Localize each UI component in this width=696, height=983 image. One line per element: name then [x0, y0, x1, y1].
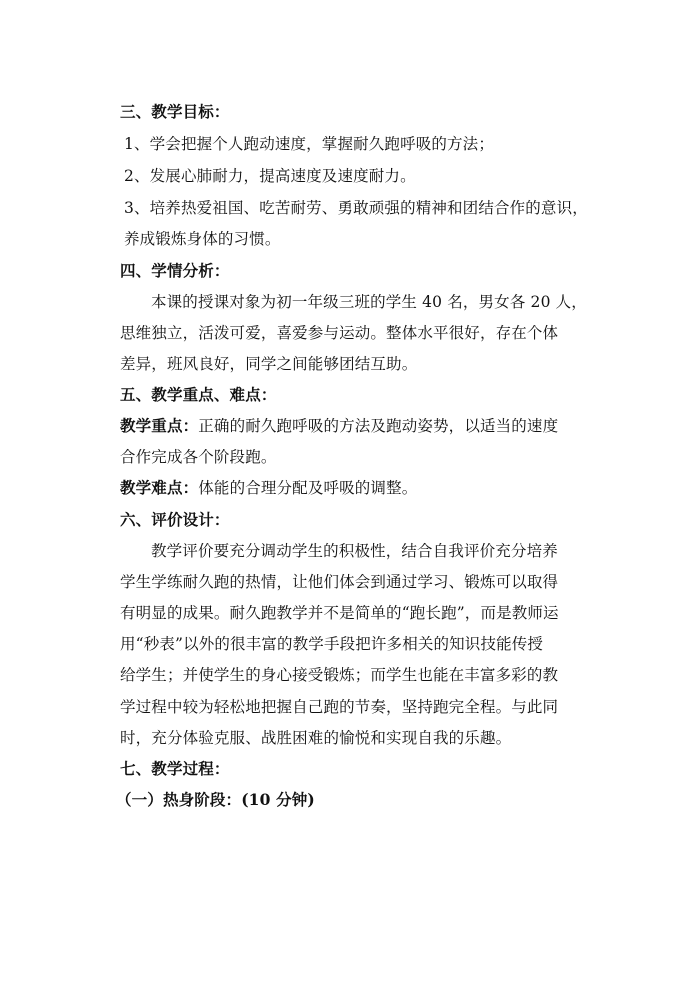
key-point-line-2: 合作完成各个阶段跑。 — [120, 448, 277, 466]
objective-item-2: 2、发展心肺耐力，提高速度及速度耐力。 — [124, 167, 416, 185]
section-heading-evaluation: 六、评价设计： — [120, 510, 230, 529]
process-subheading-warmup: （一）热身阶段：(10 分钟) — [116, 790, 315, 809]
section-heading-learner-analysis: 四、学情分析： — [120, 261, 230, 280]
evaluation-line-5: 给学生；并使学生的身心接受锻炼；而学生也能在丰富多彩的教 — [120, 666, 559, 684]
objective-item-3-line-1: 3、培养热爱祖国、吃苦耐劳、勇敢顽强的精神和团结合作的意识， — [124, 199, 588, 217]
evaluation-line-2: 学生学练耐久跑的热情，让他们体会到通过学习、锻炼可以取得 — [120, 573, 559, 591]
difficult-point-text: 体能的合理分配及呼吸的调整。 — [198, 479, 418, 497]
evaluation-line-3: 有明显的成果。耐久跑教学并不是简单的“跑长跑”，而是教师运 — [120, 604, 559, 622]
learner-analysis-line-3: 差异，班风良好，同学之间能够团结互助。 — [120, 355, 418, 373]
key-point-label: 教学重点： — [120, 416, 199, 435]
key-point-text: 正确的耐久跑呼吸的方法及跑动姿势，以适当的速度 — [198, 417, 559, 435]
section-heading-objectives: 三、教学目标： — [120, 102, 230, 121]
evaluation-line-7: 时，充分体验克服、战胜困难的愉悦和实现自我的乐趣。 — [120, 729, 512, 747]
section-heading-key-points: 五、教学重点、难点： — [120, 385, 277, 404]
difficult-point-line — [120, 478, 580, 498]
learner-analysis-line-1: 本课的授课对象为初一年级三班的学生 40 名，男女各 20 人， — [151, 293, 587, 311]
difficult-point-label: 教学难点： — [120, 478, 199, 497]
objective-item-3-line-2: 养成锻炼身体的习惯。 — [124, 230, 281, 248]
evaluation-line-1: 教学评价要充分调动学生的积极性，结合自我评价充分培养 — [151, 542, 558, 560]
key-point-line-1 — [120, 416, 580, 436]
learner-analysis-line-2: 思维独立，活泼可爱，喜爱参与运动。整体水平很好，存在个体 — [120, 324, 559, 342]
evaluation-line-6: 学过程中较为轻松地把握自己跑的节奏，坚持跑完全程。与此同 — [120, 698, 559, 716]
objective-item-1: 1、学会把握个人跑动速度，掌握耐久跑呼吸的方法； — [124, 135, 494, 153]
section-heading-process: 七、教学过程： — [120, 759, 230, 778]
evaluation-line-4: 用“秒表”以外的很丰富的教学手段把许多相关的知识技能传授 — [120, 635, 544, 653]
